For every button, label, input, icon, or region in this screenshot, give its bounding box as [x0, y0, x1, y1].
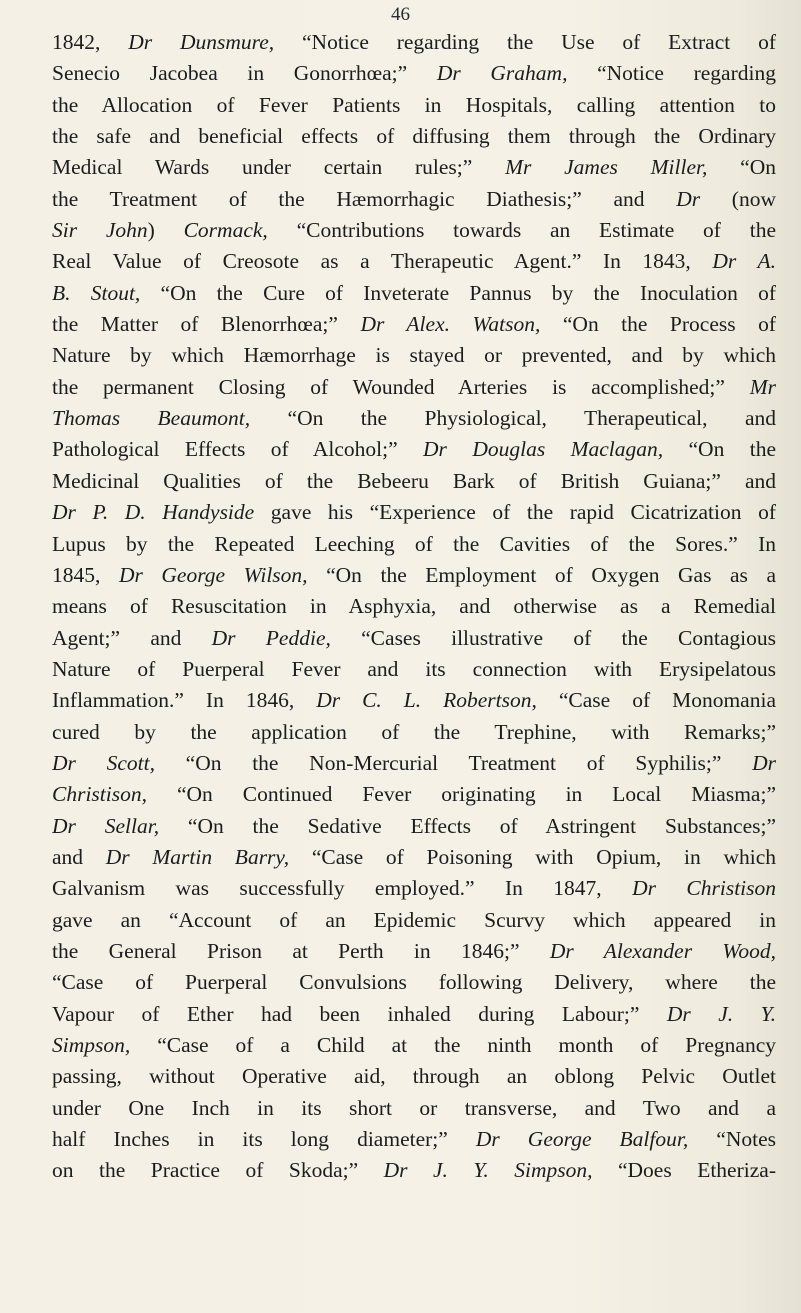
text-segment: “Contributions towards an Estimate of the — [267, 218, 776, 243]
text-line — [52, 654, 776, 685]
text-segment: “Notice regarding — [567, 61, 776, 86]
text-line — [52, 842, 776, 873]
text-line — [52, 905, 776, 936]
text-segment: on the Practice of Skoda;” — [52, 1158, 384, 1183]
text-line — [52, 121, 776, 152]
text-segment: (now — [700, 186, 776, 211]
text-segment: means of Resuscitation in Asphyxia, and otherwise as a Remedial — [52, 594, 776, 619]
text-segment: Agent;” and — [52, 625, 212, 650]
text-line — [52, 1124, 776, 1155]
italic-name: Dr Alex. Watson, — [360, 312, 541, 337]
italic-name: Mr — [749, 374, 776, 399]
italic-name: Dr P. D. Handyside — [52, 500, 255, 525]
text-segment: Real Value of Creosote as a Therapeutic Agent.” In 1843, — [52, 249, 713, 274]
italic-name: Dr J. Y. Simpson, — [383, 1158, 593, 1183]
italic-name: Dr Graham, — [436, 61, 568, 86]
text-line — [52, 811, 776, 842]
italic-name: Thomas Beaumont, — [52, 406, 251, 431]
text-segment: “Case of Poisoning with Opium, in which — [289, 844, 776, 869]
text-line — [52, 184, 776, 215]
text-segment: gave his “Experience of the rapid Cicatrization of — [254, 500, 776, 525]
text-line — [52, 717, 776, 748]
text-line — [52, 309, 776, 340]
text-segment: “On the Cure of Inveterate Pannus by the Inoculation of — [140, 280, 776, 305]
text-line — [52, 999, 776, 1030]
text-segment: gave an “Account of an Epidemic Scurvy which appeared in — [52, 907, 776, 932]
text-segment: ) — [147, 218, 184, 243]
text-segment: Inflammation.” In 1846, — [52, 688, 317, 713]
text-segment: 1842, — [52, 30, 129, 54]
text-line — [52, 873, 776, 904]
text-segment: Medicinal Qualities of the Bebeeru Bark of British Guiana;” and — [52, 468, 776, 493]
italic-name: Dr George Wilson, — [118, 562, 308, 587]
text-line — [52, 748, 776, 779]
text-line — [52, 529, 776, 560]
text-line — [52, 27, 776, 58]
text-line — [52, 967, 776, 998]
italic-name: Christison, — [52, 782, 147, 807]
text-segment: Lupus by the Repeated Leeching of the Cavities of the Sores.” In — [52, 531, 776, 556]
text-line — [52, 497, 776, 528]
italic-name: Dr — [676, 186, 701, 211]
text-line — [52, 434, 776, 465]
text-line — [52, 340, 776, 371]
text-segment: the safe and beneficial effects of diffusing them through the Ordinary — [52, 124, 776, 149]
text-segment: “Notes — [688, 1127, 776, 1152]
text-line — [52, 685, 776, 716]
text-segment: Nature of Puerperal Fever and its connection with Erysipelatous — [52, 656, 776, 681]
text-segment: “On the Sedative Effects of Astringent Substances;” — [159, 813, 776, 838]
text-segment: passing, without Operative aid, through an oblong Pelvic Outlet — [52, 1064, 776, 1089]
text-segment: “Does Etheriza- — [592, 1158, 776, 1183]
text-segment: “Case of Monomania — [536, 688, 776, 713]
text-segment: Senecio Jacobea in Gonorrhœa;” — [52, 61, 437, 86]
text-segment: the permanent Closing of Wounded Arteries is accomplished;” — [52, 374, 750, 399]
text-line — [52, 215, 776, 246]
text-line — [52, 372, 776, 403]
italic-name: Dr Sellar, — [52, 813, 160, 838]
text-segment: cured by the application of the Trephine, with Remarks;” — [52, 719, 776, 744]
text-segment: “Notice regarding the Use of Extract of — [274, 30, 776, 54]
text-segment: half Inches in its long diameter;” — [52, 1127, 476, 1152]
italic-name: Dr Peddie, — [211, 625, 331, 650]
italic-name: Dr Dunsmure, — [128, 30, 275, 54]
italic-name: Dr C. L. Robertson, — [316, 688, 537, 713]
text-segment: 1845, — [52, 562, 119, 587]
text-line — [52, 152, 776, 183]
text-segment: “Case of Puerperal Convulsions following Delivery, where the — [52, 970, 776, 995]
text-line — [52, 779, 776, 810]
text-segment: “On Continued Fever originating in Local Miasma;” — [147, 782, 776, 807]
text-segment: “On the — [663, 437, 776, 462]
text-line — [52, 1061, 776, 1092]
italic-name: Dr Alexander Wood, — [549, 938, 776, 963]
page-number: 46 — [391, 4, 410, 25]
italic-name: Cormack, — [183, 218, 268, 243]
text-segment: “On the Employment of Oxygen Gas as a — [307, 562, 776, 587]
body-paragraph — [52, 27, 776, 1187]
italic-name: Mr James Miller, — [505, 155, 708, 180]
text-segment: Medical Wards under certain rules;” — [52, 155, 506, 180]
italic-name: Dr J. Y. — [666, 1001, 776, 1026]
text-segment: “Case of a Child at the ninth month of Pregnancy — [130, 1033, 776, 1057]
text-segment: the Allocation of Fever Patients in Hospitals, calling attention to — [52, 92, 776, 117]
text-segment: the Matter of Blenorrhœa;” — [52, 312, 361, 337]
text-line — [52, 1155, 776, 1186]
text-segment: Galvanism was successfully employed.” In 1847, — [52, 876, 633, 901]
text-segment: Nature by which Hæmorrhage is stayed or prevented, and by which — [52, 343, 776, 368]
text-segment: “On — [707, 155, 776, 180]
text-line — [52, 58, 776, 89]
text-segment: Pathological Effects of Alcohol;” — [52, 437, 424, 462]
text-segment: “On the Non-Mercurial Treatment of Syphilis;” — [154, 750, 753, 775]
italic-name: Simpson, — [52, 1033, 131, 1057]
text-segment: under One Inch in its short or transverse, and Two and a — [52, 1095, 776, 1120]
text-line — [52, 90, 776, 121]
text-line — [52, 560, 776, 591]
italic-name: Dr Christison — [632, 876, 776, 901]
text-segment: “On the Process of — [540, 312, 776, 337]
text-line — [52, 1030, 776, 1061]
text-line — [52, 591, 776, 622]
italic-name: Dr — [752, 750, 776, 775]
text-segment: “Cases illustrative of the Contagious — [330, 625, 776, 650]
text-segment: Vapour of Ether had been inhaled during Labour;” — [52, 1001, 667, 1026]
text-line — [52, 278, 776, 309]
text-line — [52, 936, 776, 967]
italic-name: Sir John — [52, 218, 148, 243]
text-segment: the General Prison at Perth in 1846;” — [52, 938, 550, 963]
text-line — [52, 466, 776, 497]
italic-name: Dr A. — [712, 249, 776, 274]
text-segment: “On the Physiological, Therapeutical, and — [250, 406, 776, 431]
italic-name: Dr Scott, — [52, 750, 155, 775]
text-segment: the Treatment of the Hæmorrhagic Diathesis;” and — [52, 186, 677, 211]
italic-name: Dr George Balfour, — [475, 1127, 689, 1152]
italic-name: Dr Martin Barry, — [105, 844, 290, 869]
text-line — [52, 623, 776, 654]
text-line — [52, 246, 776, 277]
italic-name: B. Stout, — [52, 280, 141, 305]
text-line — [52, 403, 776, 434]
italic-name: Dr Douglas Maclagan, — [423, 437, 664, 462]
text-line — [52, 1093, 776, 1124]
text-segment: and — [52, 844, 106, 869]
